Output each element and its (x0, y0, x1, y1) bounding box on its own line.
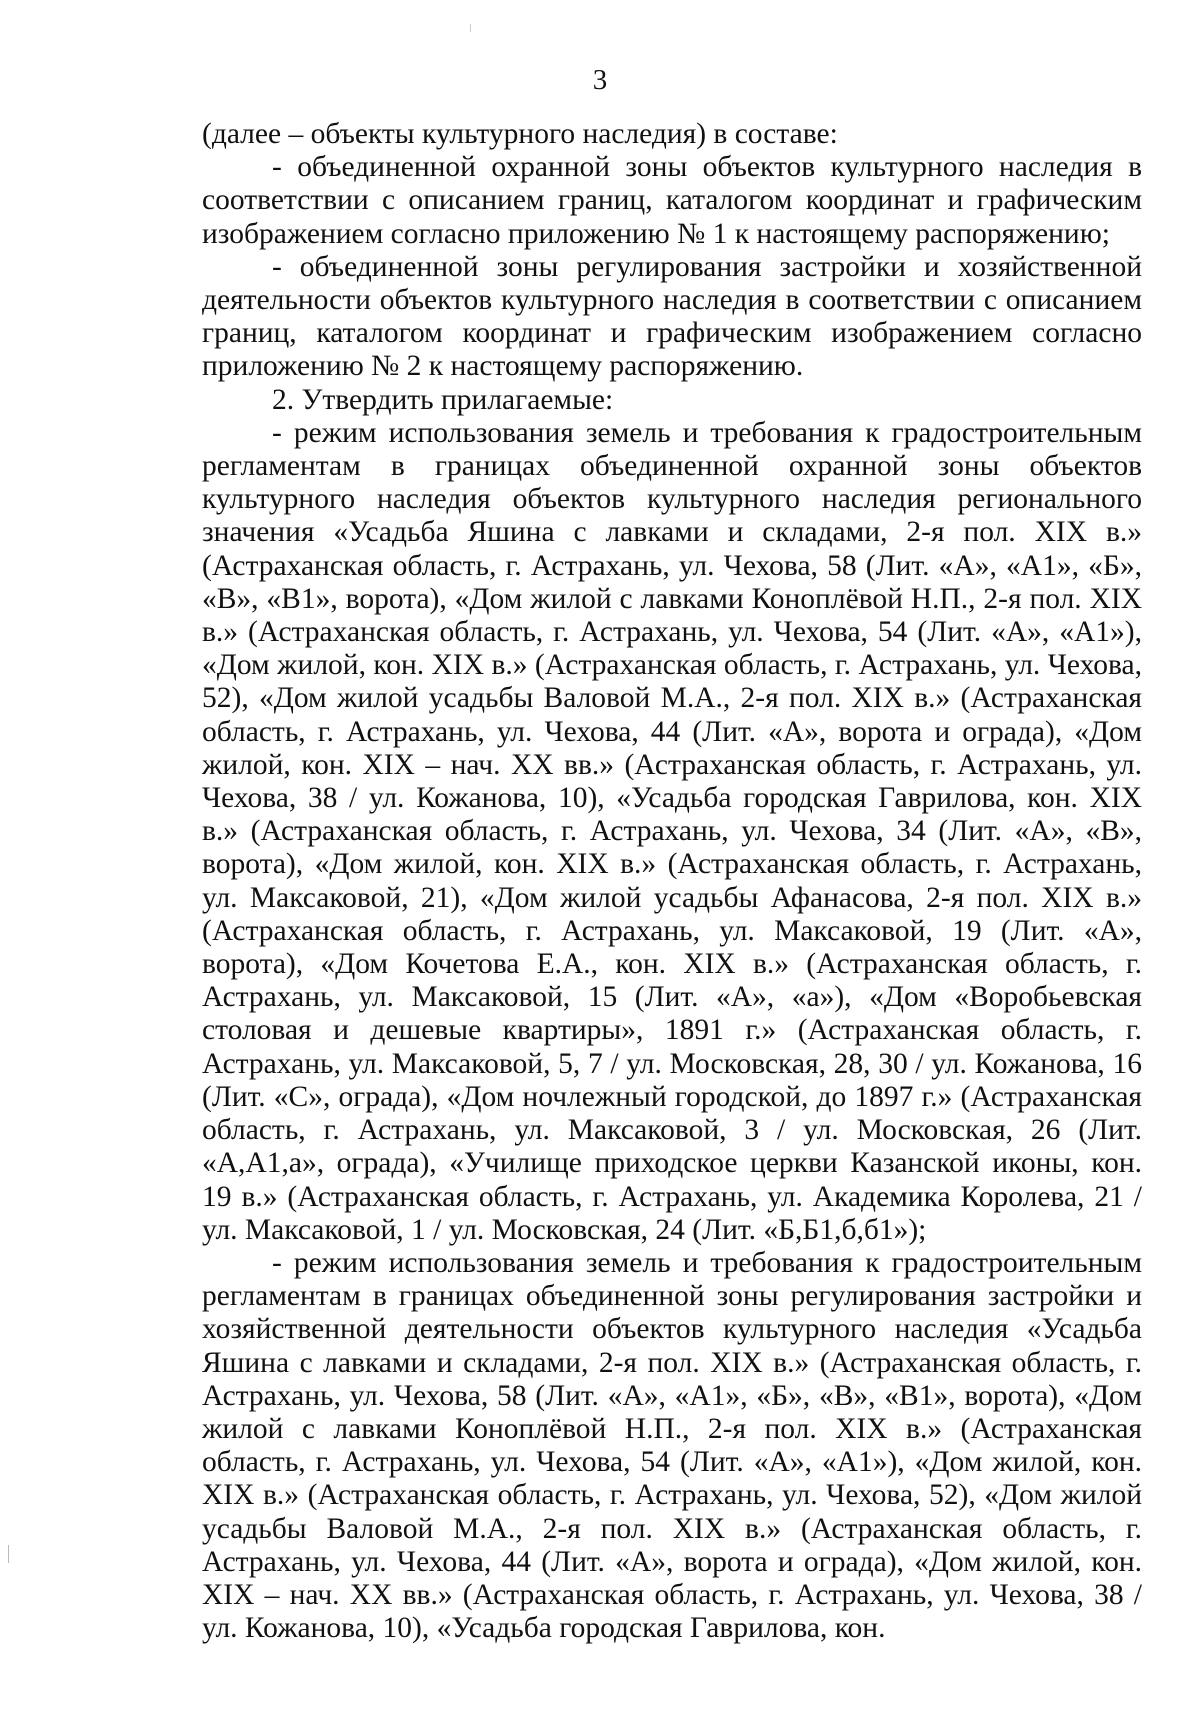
scan-artifact (8, 1545, 9, 1563)
scan-artifact (470, 24, 471, 32)
paragraph-protection-zone: - объединенной охранной зоны объектов культурного наследия в соответствии с описанием границ, каталогом координат и графическим изображением согласно приложению № 1 к настоящему распоряжению; (202, 151, 1142, 250)
paragraph-intro: (далее – объекты культурного наследия) в составе: (202, 118, 838, 150)
paragraph-regulation-zone: - объединенной зоны регулирования застройки и хозяйственной деятельности объектов культурного наследия в соответствии с описанием границ, каталогом координат и графическим изображением согласно приложению № 2 к настоящему распоряжению. (202, 250, 1142, 383)
paragraph-regulation-zone-regime: - режим использования земель и требования к градостроительным регламентам в границах объединенной зоны регулирования застройки и хозяйственной деятельности объектов культурного наследия «Усадьба Яшина с лавками и складами, 2-я пол. XIX в.» (Астраханская область, г. Астрахань, ул. Чехова, 58 (Лит. «А», «А1», «Б», «В», «В1», ворота), «Дом жилой с лавками Коноплёвой Н.П., 2-я пол. XIX в.» (Астраханская область, г. Астрахань, ул. Чехова, 54 (Лит. «А», «А1»), «Дом жилой, кон. XIX в.» (Астраханская область, г. Астрахань, ул. Чехова, 52), «Дом жилой усадьбы Валовой М.А., 2-я пол. XIX в.» (Астраханская область, г. Астрахань, ул. Чехова, 44 (Лит. «А», ворота и ограда), «Дом жилой, кон. XIX – нач. XX вв.» (Астраханская область, г. Астрахань, ул. Чехова, 38 / ул. Кожанова, 10), «Усадьба городская Гаврилова, кон. (202, 1246, 1142, 1645)
paragraph-protection-zone-regime: - режим использования земель и требования к градостроительным регламентам в границах объединенной охранной зоны объектов культурного наследия объектов культурного наследия регионального значения «Усадьба Яшина с лавками и складами, 2-я пол. XIX в.» (Астраханская область, г. Астрахань, ул. Чехова, 58 (Лит. «А», «А1», «Б», «В», «В1», ворота), «Дом жилой с лавками Коноплёвой Н.П., 2-я пол. XIX в.» (Астраханская область, г. Астрахань, ул. Чехова, 54 (Лит. «А», «А1»), «Дом жилой, кон. XIX в.» (Астраханская область, г. Астрахань, ул. Чехова, 52), «Дом жилой усадьбы Валовой М.А., 2-я пол. XIX в.» (Астраханская область, г. Астрахань, ул. Чехова, 44 (Лит. «А», ворота и ограда), «Дом жилой, кон. XIX – нач. XX вв.» (Астраханская область, г. Астрахань, ул. Чехова, 38 / ул. Кожанова, 10), «Усадьба городская Гаврилова, кон. XIX в.» (Астраханская область, г. Астрахань, ул. Чехова, 34 (Лит. «А», «В», ворота), «Дом жилой, кон. XIX в.» (Астраханская область, г. Астрахань, ул. Максаковой, 21), «Дом жилой усадьбы Афанасова, 2-я пол. XIX в.» (Астраханская область, г. Астрахань, ул. Максаковой, 19 (Лит. «А», ворота), «Дом Кочетова Е.А., кон. XIX в.» (Астраханская область, г. Астрахань, ул. Максаковой, 15 (Лит. «А», «а»), «Дом «Воробьевская столовая и дешевые квартиры», 1891 г.» (Астраханская область, г. Астрахань, ул. Максаковой, 5, 7 / ул. Московская, 28, 30 / ул. Кожанова, 16 (Лит. «С», ограда), «Дом ночлежный городской, до 1897 г.» (Астраханская область, г. Астрахань, ул. Максаковой, 3 / ул. Московская, 26 (Лит. «А,А1,а», ограда), «Училище приходское церкви Казанской иконы, кон. 19 в.» (Астраханская область, г. Астрахань, ул. Академика Королева, 21 / ул. Максаковой, 1 / ул. Московская, 24 (Лит. «Б,Б1,б,б1»); (202, 416, 1142, 1246)
paragraph-item-2-heading: 2. Утвердить прилагаемые: (272, 383, 614, 416)
page-number: 3 (592, 64, 608, 96)
document-body (202, 118, 1142, 1645)
